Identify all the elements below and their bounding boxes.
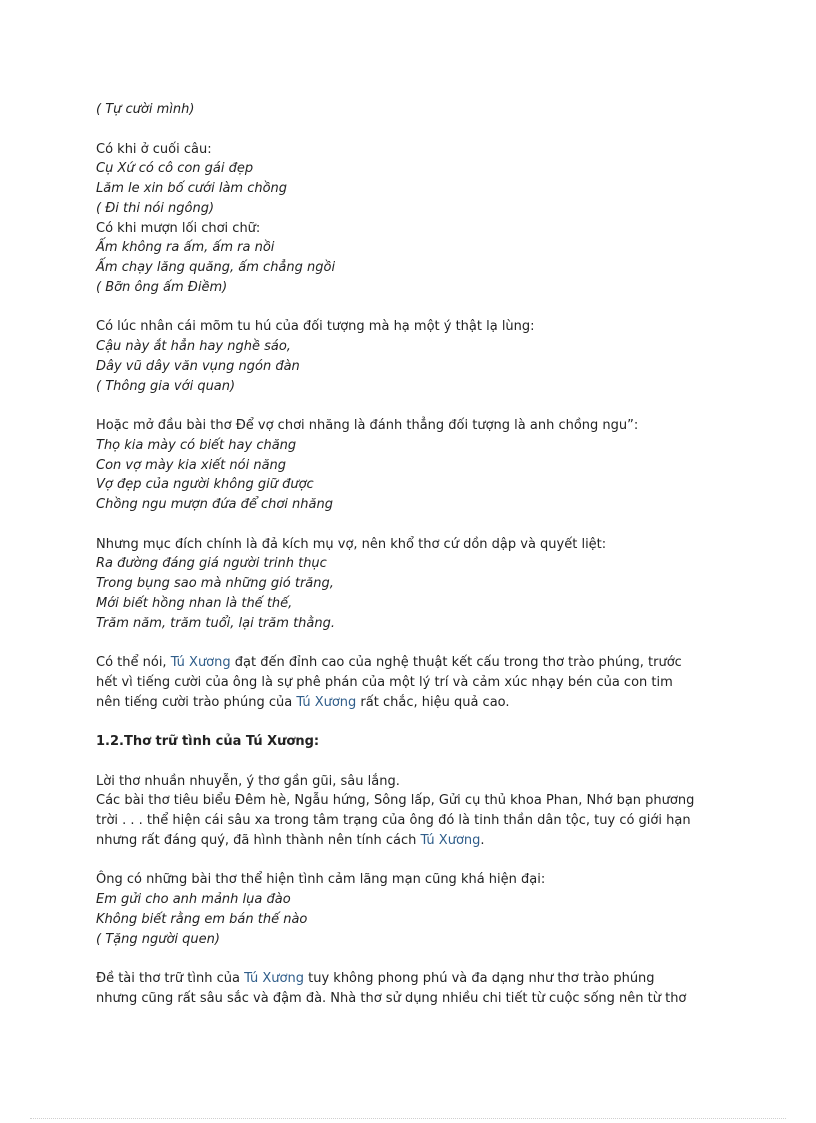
paragraph-gap	[96, 851, 736, 871]
poem-line	[96, 238, 736, 258]
paragraph-gap	[96, 298, 736, 318]
line-text: nhưng cũng rất sâu sắc và đậm đà. Nhà thơ sử dụng nhiều chi tiết từ cuộc sống nên từ thơ	[96, 990, 687, 1006]
poem-line	[96, 495, 736, 515]
paragraph-line	[96, 969, 736, 989]
line-text: Ấm không ra ấm, ấm ra nồi	[96, 240, 275, 256]
line-text: Có lúc nhân cái mõm tu hú của đối tượng mà hạ một ý thật lạ lùng:	[96, 319, 535, 335]
line-text: Trong bụng sao mà những gió trăng,	[96, 576, 334, 591]
line-text: Dây vũ dây văn vụng ngón đàn	[96, 358, 300, 374]
line-text: Ông có những bài thơ thể hiện tình cảm lãng mạn cũng khá hiện đại:	[96, 872, 546, 888]
poem-line	[96, 357, 736, 377]
paragraph-line	[96, 653, 736, 673]
line-text: Mới biết hồng nhan là thế thế,	[96, 595, 293, 611]
poem-line	[96, 554, 736, 574]
poem-line	[96, 614, 736, 634]
line-text: nên tiếng cười trào phúng của	[96, 694, 297, 710]
paragraph-line	[96, 811, 736, 831]
text-block	[96, 535, 736, 634]
line-text: ( Tặng người quen)	[96, 931, 220, 947]
paragraph-line	[96, 219, 736, 239]
poem-line	[96, 100, 736, 120]
paragraph-line	[96, 772, 736, 792]
line-text: Cụ Xứ có cô con gái đẹp	[96, 161, 254, 177]
paragraph-gap	[96, 633, 736, 653]
line-text: Các bài thơ tiêu biểu Đêm hè, Ngẫu hứng, Sông lấp, Gửi cụ thủ khoa Phan, Nhớ bạn phương	[96, 793, 695, 809]
line-text: Con vợ mày kia xiết nói năng	[96, 457, 287, 473]
text-block	[96, 732, 736, 752]
poem-line	[96, 179, 736, 199]
author-link[interactable]: Tú Xương	[244, 971, 304, 986]
poem-line	[96, 456, 736, 476]
text-block	[96, 140, 736, 298]
poem-line	[96, 890, 736, 910]
line-text: Không biết rằng em bán thế nào	[96, 911, 308, 927]
line-text: Vợ đẹp của người không giữ được	[96, 477, 314, 493]
line-text: Đề tài thơ trữ tình của	[96, 971, 245, 986]
text-block	[96, 317, 736, 396]
poem-line	[96, 159, 736, 179]
paragraph-gap	[96, 396, 736, 416]
paragraph-line	[96, 673, 736, 693]
line-text-after-link: rất chắc, hiệu quả cao.	[356, 694, 510, 710]
line-text: Thọ kia mày có biết hay chăng	[96, 437, 297, 453]
line-text: Lời thơ nhuần nhuyễn, ý thơ gần gũi, sâu lắng.	[96, 773, 400, 789]
paragraph-line	[96, 989, 736, 1009]
text-block	[96, 416, 736, 515]
line-text: Lăm le xin bố cưới làm chồng	[96, 181, 288, 196]
line-text: Hoặc mở đầu bài thơ Để vợ chơi nhăng là đánh thẳng đối tượng là anh chồng ngu”:	[96, 418, 639, 433]
author-link[interactable]: Tú Xương	[170, 655, 231, 670]
line-text: hết vì tiếng cười của ông là sự phê phán của một lý trí và cảm xúc nhạy bén của con tim	[96, 674, 673, 690]
line-text: ( Thông gia với quan)	[96, 378, 236, 394]
line-text: ( Bỡn ông ấm Điềm)	[96, 279, 228, 295]
line-text-after-link: tuy không phong phú và đa dạng như thơ trào phúng	[304, 971, 655, 986]
line-text: ( Tự cười mình)	[96, 102, 195, 117]
paragraph-gap	[96, 752, 736, 772]
line-text: Có khi mượn lối chơi chữ:	[96, 220, 261, 236]
text-block	[96, 969, 736, 1009]
text-block	[96, 870, 736, 949]
line-text: Có khi ở cuối câu:	[96, 141, 212, 157]
poem-line	[96, 594, 736, 614]
poem-line	[96, 377, 736, 397]
line-text: Cậu này ắt hẳn hay nghề sáo,	[96, 339, 291, 354]
paragraph-line	[96, 870, 736, 890]
paragraph-line	[96, 416, 736, 436]
text-block	[96, 100, 736, 120]
paragraph-gap	[96, 712, 736, 732]
paragraph-line	[96, 791, 736, 811]
line-text: Chồng ngu mượn đứa để chơi nhăng	[96, 497, 333, 512]
page-bottom-divider	[30, 1118, 786, 1119]
line-text: nhưng rất đáng quý, đã hình thành nên tính cách	[96, 832, 421, 848]
line-text-after-link: đạt đến đỉnh cao của nghệ thuật kết cấu trong thơ trào phúng, trước	[230, 655, 682, 670]
line-text: ( Đi thi nói ngông)	[96, 200, 215, 216]
paragraph-gap	[96, 120, 736, 140]
text-block	[96, 653, 736, 712]
paragraph-line	[96, 831, 736, 851]
line-text: Nhưng mục đích chính là đả kích mụ vợ, nên khổ thơ cứ dồn dập và quyết liệt:	[96, 536, 607, 552]
line-text: 1.2.Thơ trữ tình của Tú Xương:	[96, 734, 320, 749]
paragraph-line	[96, 140, 736, 160]
poem-line	[96, 475, 736, 495]
line-text: Ấm chạy lăng quăng, ấm chẳng ngồi	[96, 260, 336, 275]
line-text: Trăm năm, trăm tuổi, lại trăm thằng.	[96, 615, 335, 631]
poem-line	[96, 436, 736, 456]
paragraph-gap	[96, 515, 736, 535]
text-block	[96, 772, 736, 851]
poem-line	[96, 199, 736, 219]
author-link[interactable]: Tú Xương	[420, 832, 481, 848]
poem-line	[96, 337, 736, 357]
document-body	[96, 100, 736, 1009]
paragraph-line	[96, 535, 736, 555]
poem-line	[96, 930, 736, 950]
poem-line	[96, 574, 736, 594]
line-text: Có thể nói,	[96, 655, 171, 670]
line-text: trời . . . thể hiện cái sâu xa trong tâm trạng của ông đó là tinh thần dân tộc, tuy có giới hạn	[96, 813, 691, 828]
paragraph-gap	[96, 949, 736, 969]
paragraph-line	[96, 693, 736, 713]
line-text: Em gửi cho anh mảnh lụa đào	[96, 892, 291, 907]
paragraph-line	[96, 317, 736, 337]
line-text-after-link: .	[480, 832, 485, 848]
poem-line	[96, 258, 736, 278]
poem-line	[96, 278, 736, 298]
line-text: Ra đường đáng giá người trinh thục	[96, 556, 327, 572]
section-heading	[96, 732, 736, 752]
poem-line	[96, 910, 736, 930]
author-link[interactable]: Tú Xương	[296, 694, 357, 710]
